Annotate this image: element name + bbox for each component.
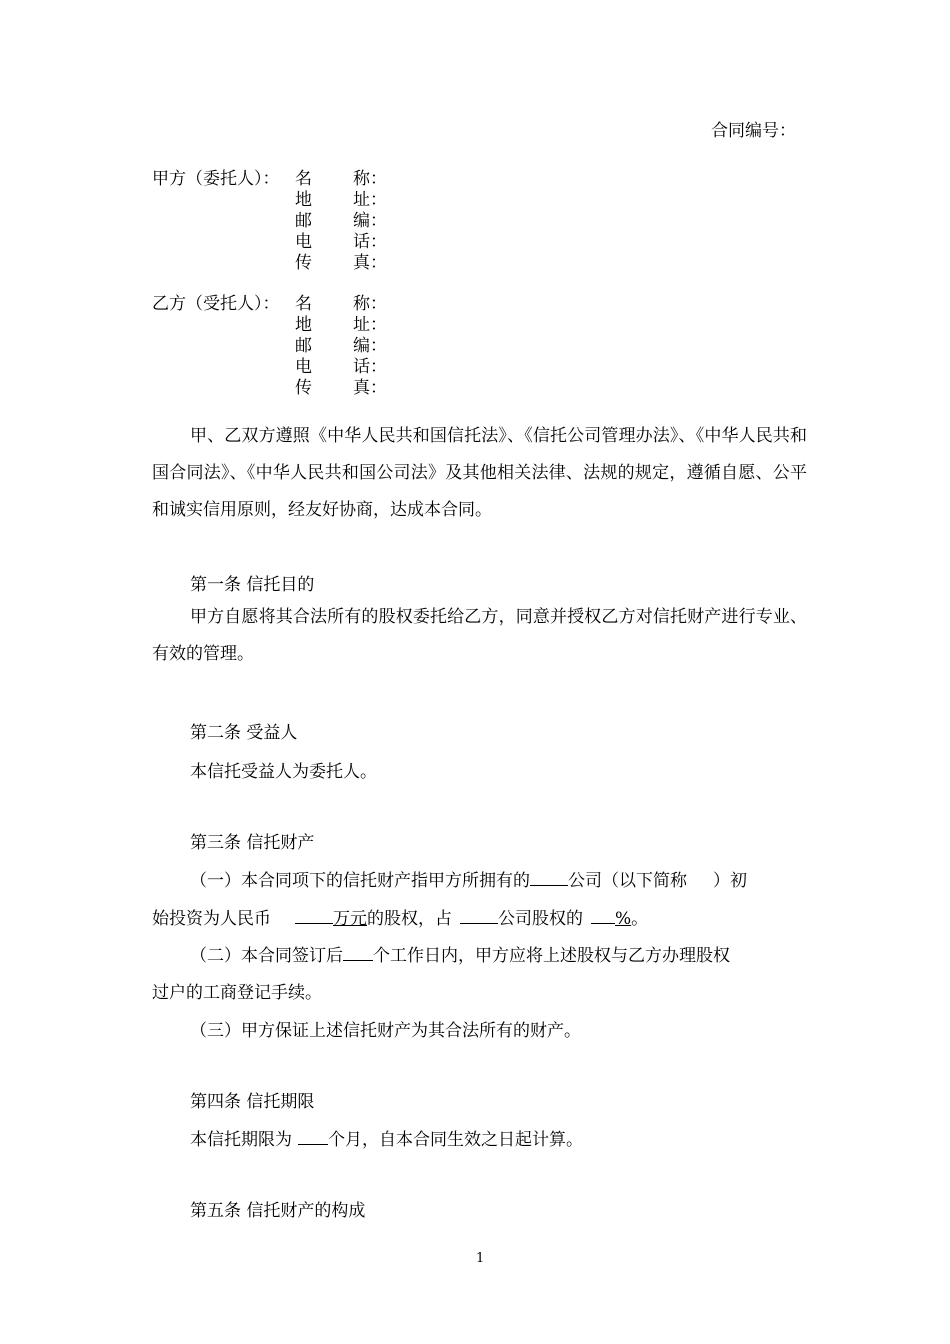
article-3-item-2-line-1: （二）本合同签订后 个工作日内，甲方应将上述股权与乙方办理股权 <box>190 946 730 966</box>
company-name-blank <box>530 869 568 886</box>
party-a-postcode-field: 邮 编： <box>295 211 387 231</box>
article-2-body: 本信托受益人为委托人。 <box>190 762 377 782</box>
investment-amount-blank <box>295 907 333 924</box>
party-b-name-field: 名 称： <box>295 294 387 314</box>
article-1-title: 第一条 信托目的 <box>190 575 315 595</box>
article-3-item-1-line-1: （一）本合同项下的信托财产指甲方所拥有的 公司（以下简称 ）初 <box>190 871 747 891</box>
party-a-label: 甲方（委托人）： <box>152 169 280 189</box>
trust-term-months-blank <box>298 1128 328 1145</box>
intro-paragraph: 甲、乙双方遵照《中华人民共和国信托法》、《信托公司管理办法》、《中华人民共和国合同法》、《中华人民共和国公司法》及其他相关法律、法规的规定，遵循自愿、公平和诚实信用原则，经友好协商，达成本合同。 <box>152 426 807 520</box>
article-4-title: 第四条 信托期限 <box>190 1092 315 1112</box>
article-1-body: 甲方自愿将其合法所有的股权委托给乙方，同意并授权乙方对信托财产进行专业、有效的管理。 <box>152 607 807 664</box>
party-a-name-field: 名 称： <box>295 169 387 189</box>
article-3-title: 第三条 信托财产 <box>190 833 315 853</box>
article-3-item-1-line-2: 始投资为人民币 万元的股权，占 公司股权的 %。 <box>152 909 649 929</box>
party-a-phone-field: 电 话： <box>295 232 387 252</box>
article-2-title: 第二条 受益人 <box>190 723 298 743</box>
party-b-postcode-field: 邮 编： <box>295 336 387 356</box>
article-5-title: 第五条 信托财产的构成 <box>190 1201 366 1221</box>
article-4-body: 本信托期限为 个月，自本合同生效之日起计算。 <box>190 1130 583 1150</box>
party-a-address-field: 地 址： <box>295 190 387 210</box>
percentage-blank <box>591 907 615 924</box>
page-number: 1 <box>476 1251 485 1266</box>
company-blank-2 <box>460 907 498 924</box>
contract-number-label: 合同编号： <box>711 121 796 141</box>
article-3-item-2-line-2: 过户的工商登记手续。 <box>152 983 322 1003</box>
party-b-label: 乙方（受托人）： <box>152 294 280 314</box>
article-3-item-3: （三）甲方保证上述信托财产为其合法所有的财产。 <box>190 1021 581 1041</box>
party-b-phone-field: 电 话： <box>295 357 387 377</box>
party-a-fax-field: 传 真： <box>295 253 387 273</box>
party-b-fax-field: 传 真： <box>295 378 387 398</box>
workdays-blank <box>343 944 373 961</box>
party-b-address-field: 地 址： <box>295 315 387 335</box>
